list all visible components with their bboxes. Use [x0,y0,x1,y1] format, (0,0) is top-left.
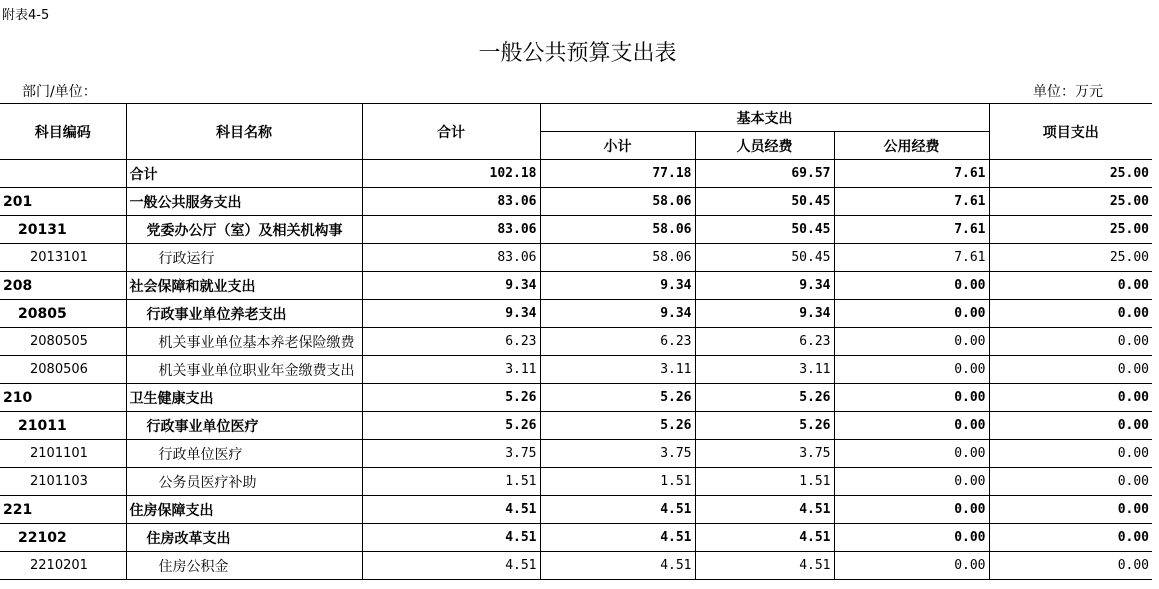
page-title: 一般公共预算支出表 [478,41,677,66]
cell-public: 0.00 [834,552,989,580]
table-row [0,384,1152,412]
cell-name: 行政单位医疗 [126,440,362,468]
cell-personnel: 50.45 [695,216,834,244]
table-row [0,356,1152,384]
header-basic: 基本支出 [540,104,989,132]
cell-code: 21011 [0,412,126,440]
cell-subtotal: 3.11 [540,356,695,384]
cell-project: 0.00 [989,468,1152,496]
cell-name: 住房改革支出 [126,524,362,552]
table-row [0,496,1152,524]
cell-subtotal: 58.06 [540,244,695,272]
cell-subtotal: 9.34 [540,300,695,328]
cell-code: 201 [0,188,126,216]
cell-project: 0.00 [989,356,1152,384]
cell-subtotal: 4.51 [540,496,695,524]
table-row [0,328,1152,356]
cell-public: 7.61 [834,160,989,188]
cell-project: 0.00 [989,384,1152,412]
cell-personnel: 6.23 [695,328,834,356]
cell-personnel: 1.51 [695,468,834,496]
cell-total: 6.23 [362,328,540,356]
table-row [0,244,1152,272]
cell-personnel: 5.26 [695,384,834,412]
table-row [0,160,1152,188]
cell-code: 20131 [0,216,126,244]
table-row [0,300,1152,328]
cell-public: 7.61 [834,216,989,244]
cell-total: 5.26 [362,384,540,412]
cell-subtotal: 4.51 [540,524,695,552]
table-row [0,412,1152,440]
cell-public: 0.00 [834,412,989,440]
cell-personnel: 9.34 [695,272,834,300]
cell-name: 一般公共服务支出 [126,188,362,216]
cell-code: 22102 [0,524,126,552]
table-row [0,188,1152,216]
cell-code: 20805 [0,300,126,328]
cell-code: 221 [0,496,126,524]
cell-name: 住房保障支出 [126,496,362,524]
cell-code: 2080506 [0,356,126,384]
cell-subtotal: 6.23 [540,328,695,356]
cell-public: 0.00 [834,524,989,552]
cell-project: 0.00 [989,440,1152,468]
cell-total: 9.34 [362,272,540,300]
cell-total: 3.75 [362,440,540,468]
cell-subtotal: 9.34 [540,272,695,300]
cell-code: 2101101 [0,440,126,468]
cell-total: 3.11 [362,356,540,384]
cell-name: 机关事业单位职业年金缴费支出 [126,356,362,384]
cell-total: 102.18 [362,160,540,188]
cell-public: 0.00 [834,328,989,356]
cell-personnel: 50.45 [695,188,834,216]
cell-project: 0.00 [989,272,1152,300]
table-row [0,216,1152,244]
cell-subtotal: 1.51 [540,468,695,496]
header-name: 科目名称 [126,104,362,160]
cell-public: 7.61 [834,244,989,272]
cell-subtotal: 5.26 [540,412,695,440]
header-subtotal: 小计 [540,132,695,160]
cell-public: 0.00 [834,356,989,384]
cell-subtotal: 5.26 [540,384,695,412]
cell-code: 210 [0,384,126,412]
appendix-label: 附表4-5 [2,8,50,23]
cell-subtotal: 3.75 [540,440,695,468]
cell-public: 7.61 [834,188,989,216]
cell-name: 行政事业单位养老支出 [126,300,362,328]
cell-personnel: 50.45 [695,244,834,272]
cell-project: 25.00 [989,160,1152,188]
cell-project: 0.00 [989,524,1152,552]
department-label: 部门/单位： [22,84,97,100]
cell-personnel: 3.75 [695,440,834,468]
header-project: 项目支出 [989,104,1152,160]
cell-personnel: 5.26 [695,412,834,440]
cell-subtotal: 4.51 [540,552,695,580]
cell-personnel: 3.11 [695,356,834,384]
table-row [0,524,1152,552]
cell-total: 83.06 [362,216,540,244]
cell-name: 机关事业单位基本养老保险缴费 [126,328,362,356]
cell-public: 0.00 [834,440,989,468]
cell-name: 合计 [126,160,362,188]
cell-code: 2101103 [0,468,126,496]
cell-project: 0.00 [989,412,1152,440]
table-body [0,160,1152,580]
cell-total: 4.51 [362,524,540,552]
cell-total: 9.34 [362,300,540,328]
cell-public: 0.00 [834,496,989,524]
cell-code: 2013101 [0,244,126,272]
cell-project: 0.00 [989,496,1152,524]
cell-project: 0.00 [989,300,1152,328]
cell-total: 83.06 [362,188,540,216]
table-row [0,440,1152,468]
cell-public: 0.00 [834,468,989,496]
cell-personnel: 4.51 [695,552,834,580]
cell-personnel: 4.51 [695,524,834,552]
header-code: 科目编码 [0,104,126,160]
cell-name: 党委办公厅（室）及相关机构事 [126,216,362,244]
table-row [0,468,1152,496]
cell-project: 0.00 [989,552,1152,580]
cell-code: 2210201 [0,552,126,580]
cell-code: 2080505 [0,328,126,356]
header-personnel: 人员经费 [695,132,834,160]
cell-name: 住房公积金 [126,552,362,580]
header-total: 合计 [362,104,540,160]
cell-name: 行政事业单位医疗 [126,412,362,440]
cell-project: 0.00 [989,328,1152,356]
cell-total: 1.51 [362,468,540,496]
table-row [0,552,1152,580]
cell-total: 4.51 [362,496,540,524]
cell-total: 5.26 [362,412,540,440]
cell-code [0,160,126,188]
budget-expenditure-table [0,103,1152,580]
cell-personnel: 4.51 [695,496,834,524]
cell-project: 25.00 [989,188,1152,216]
cell-name: 行政运行 [126,244,362,272]
cell-total: 83.06 [362,244,540,272]
header-public: 公用经费 [834,132,989,160]
cell-code: 208 [0,272,126,300]
cell-subtotal: 58.06 [540,188,695,216]
cell-name: 公务员医疗补助 [126,468,362,496]
cell-subtotal: 58.06 [540,216,695,244]
cell-personnel: 69.57 [695,160,834,188]
unit-label: 单位：万元 [1033,84,1103,100]
cell-name: 社会保障和就业支出 [126,272,362,300]
cell-public: 0.00 [834,384,989,412]
cell-name: 卫生健康支出 [126,384,362,412]
cell-subtotal: 77.18 [540,160,695,188]
cell-personnel: 9.34 [695,300,834,328]
cell-total: 4.51 [362,552,540,580]
table-row [0,272,1152,300]
cell-project: 25.00 [989,216,1152,244]
cell-public: 0.00 [834,300,989,328]
cell-public: 0.00 [834,272,989,300]
cell-project: 25.00 [989,244,1152,272]
